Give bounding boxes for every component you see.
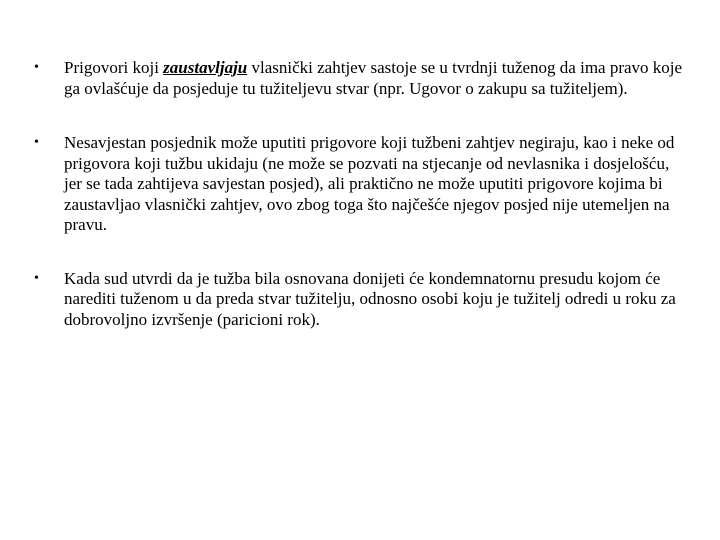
bullet-list <box>34 58 684 364</box>
emphasized-term: zaustavljaju <box>163 58 248 77</box>
bullet-icon: • <box>34 270 39 286</box>
bullet-item-court-judgment <box>34 269 684 331</box>
bullet-text-start: Prigovori koji <box>64 58 164 77</box>
bullet-icon: • <box>34 60 39 75</box>
bullet-item-objections <box>34 58 684 99</box>
bullet-item-bad-faith-possessor <box>34 133 684 236</box>
bullet-text-end: vlasnički zahtjev sastoje se u tvrdnji tuženog da ima pravo koje ga ovlašćuje da posjeduje tu tužiteljevu stvar (npr. Ugovor o zakupu sa tužiteljem). <box>64 58 683 98</box>
bullet-text: Kada sud utvrdi da je tužba bila osnovana donijeti će kondemnatornu presudu kojom će narediti tuženom u da preda stvar tužitelju, odnosno osobi koju je tužitelj odredi u roku za dobrovoljno izvršenje (paricioni rok). <box>64 268 676 329</box>
bullet-text: Nesavjestan posjednik može uputiti prigovore koji tužbeni zahtjev negiraju, kao i neke od prigovora koji tužbu ukidaju (ne može se pozvati na stjecanje od nevlasnika i dosjelošću, jer se tada zahtijeva savjestan posjed), ali praktično ne može uputiti prigovore kojima bi zaustavljao vlasnički zahtjev, ovo zbog toga što najčešće njegov posjed nije utemeljen na pravu. <box>64 133 675 234</box>
bullet-icon: • <box>34 135 39 150</box>
